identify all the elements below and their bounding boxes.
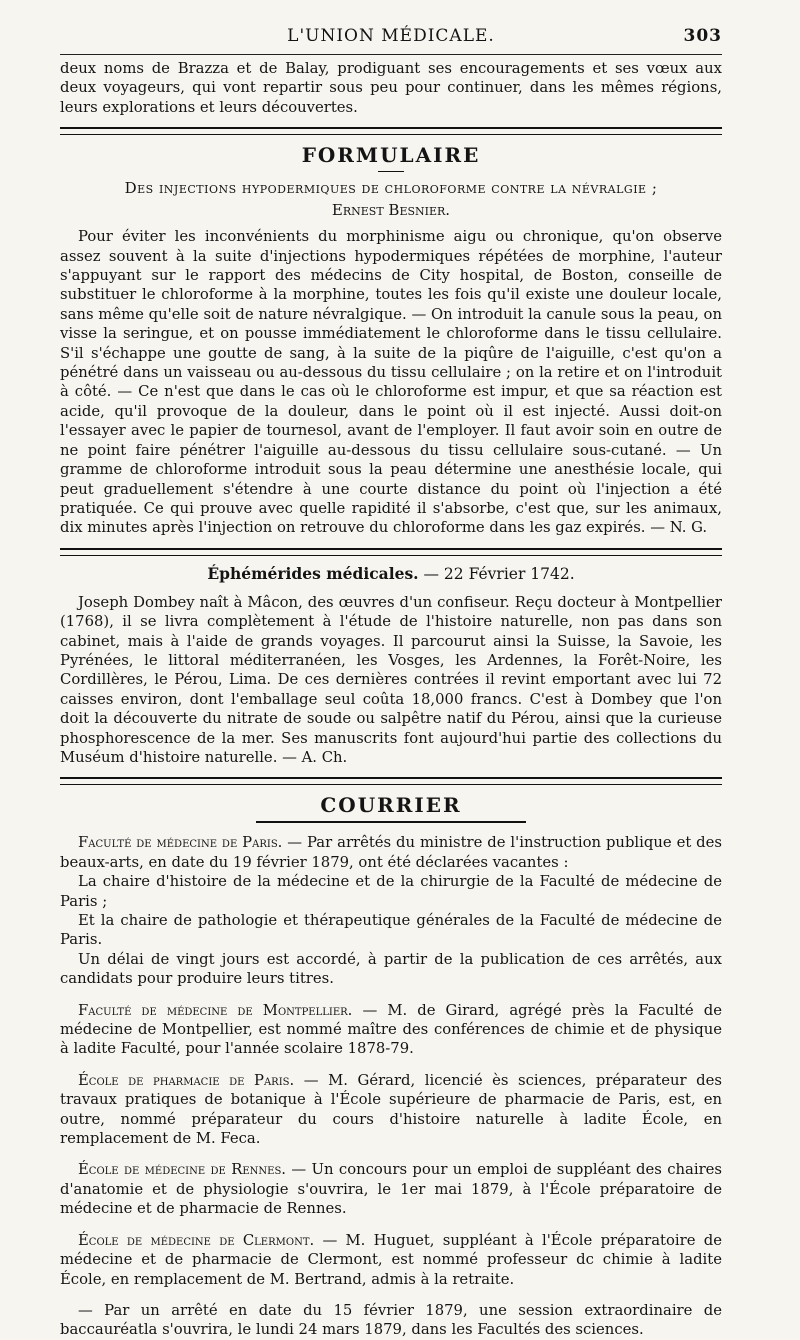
- courrier-item-text: — M. de Girard, agrégé près la Faculté de médecine de Montpellier, est nommé maître des conférences de chimie et de physique à ladite Faculté, pour l'année scolaire 1878-79.: [60, 1001, 722, 1058]
- article-title: Des injections hypodermiques de chloroforme contre la névralgie ;: [124, 179, 658, 198]
- courrier-item-text: — M. Gérard, licencié ès sciences, préparateur des travaux pratiques de botanique à l'École supérieure de pharmacie de Paris, est, en outre, nommé préparateur du cours d'histoire naturelle à ladite École, en remplacement de M. Feca.: [60, 1071, 722, 1148]
- formulaire-body: Pour éviter les inconvénients du morphinisme aigu ou chronique, qu'on observe assez souvent à la suite d'injections hypodermiques répétées de morphine, l'auteur s'appuyant sur le rapport des médecins de City hospital, de Boston, conseille de substituer le chloroforme à la morphine, toutes les fois qu'il existe une douleur locale, sans même qu'elle soit de nature névralgique. — On introduit la canule sous la peau, on visse la seringue, et on pousse immédiatement le chloroforme dans le tissu cellulaire. S'il s'échappe une goutte de sang, à la suite de la piqûre de l'aiguille, c'est qu'on a pénétré dans un vaisseau ou au-dessous du tissu cellulaire ; on la retire et on l'introduit à côté. — Ce n'est que dans le cas où le chloroforme est impur, et que sa réaction est acide, qu'il provoque de la douleur, dans le point où il est injecté. Aussi doit-on l'essayer avec le papier de tournesol, avant de l'employer. Il faut avoir soin en outre de ne point faire pénétrer l'aiguille au-dessous du tissu cellulaire sous-cutané. — Un gramme de chloroforme introduit sous la peau détermine une anesthésie locale, qui peut graduellement s'étendre à une courte distance du point où l'injection a été pratiquée. Ce qui prouve avec quelle rapidité il s'absorbe, c'est que, sur les animaux, dix minutes après l'injection on retrouve du chloroforme dans les gaz expirés. — N. G.: [60, 228, 722, 537]
- courrier-item-label: École de médecine de Clermont.: [78, 1231, 315, 1249]
- formulaire-section: [60, 143, 722, 538]
- courrier-item-text: — Un concours pour un emploi de suppléant des chaires d'anatomie et de physiologie s'ouvrira, le 1er mai 1879, à l'École préparatoire de médecine et de pharmacie de Rennes.: [60, 1161, 723, 1218]
- section-divider: [60, 777, 722, 785]
- section-divider: [60, 548, 722, 556]
- courrier-item: [60, 1160, 722, 1218]
- courrier-item-text: — Par un arrêté en date du 15 février 1879, une session extraordinaire de baccauréatla s'ouvrira, le lundi 24 mars 1879, dans les Facultés des sciences.: [60, 1301, 722, 1339]
- journal-title: L'UNION MÉDICALE.: [287, 26, 495, 46]
- ephemerides-title: [60, 564, 722, 583]
- courrier-item-label: Faculté de médecine de Paris.: [78, 834, 283, 852]
- courrier-item-label: École de médecine de Rennes.: [78, 1161, 287, 1179]
- ephemerides-heading: Éphémérides médicales.: [207, 563, 419, 583]
- courrier-item-paragraph: [60, 833, 722, 872]
- courrier-item-text: — M. Huguet, suppléant à l'École préparatoire de médecine et de pharmacie de Clermont, est nommé professeur dc chimie à ladite École, en remplacement de M. Bertrand, admis à la retraite.: [60, 1231, 722, 1288]
- courrier-item: [60, 1071, 722, 1149]
- title-rule: [378, 171, 404, 172]
- courrier-item-paragraph: [60, 1071, 722, 1149]
- courrier-item-label: École de pharmacie de Paris.: [78, 1071, 295, 1089]
- courrier-item-text: — Par arrêtés du ministre de l'instruction publique et des beaux-arts, en date du 19 février 1879, ont été déclarées vacantes :: [60, 834, 723, 871]
- intro-paragraph: deux noms de Brazza et de Balay, prodiguant ses encouragements et ses vœux aux deux voyageurs, qui vont repartir sous peu pour continuer, dans les mêmes régions, leurs explorations et leurs découvertes.: [60, 60, 722, 116]
- header-rule: [60, 54, 722, 55]
- formulaire-heading: FORMULAIRE: [301, 143, 481, 168]
- ephemerides-date: — 22 Février 1742.: [418, 564, 575, 583]
- courrier-item-paragraph: [60, 1160, 722, 1218]
- section-divider: [60, 127, 722, 135]
- courrier-item-paragraph: [60, 1231, 722, 1289]
- courrier-item-extra: La chaire d'histoire de la médecine et de la chirurgie de la Faculté de médecine de Paris ;: [60, 873, 722, 910]
- article-author: Ernest Besnier.: [331, 201, 451, 220]
- courrier-item-label: Faculté de médecine de Montpellier.: [78, 1001, 353, 1019]
- courrier-item: [60, 1001, 722, 1059]
- courrier-item: [60, 1231, 722, 1289]
- courrier-item-paragraph: [60, 1001, 722, 1059]
- courrier-item-extra: Un délai de vingt jours est accordé, à partir de la publication de ces arrêtés, aux candidats pour produire leurs titres.: [60, 950, 722, 988]
- courrier-section: [60, 793, 722, 1339]
- page-number: 303: [683, 26, 722, 46]
- courrier-heading: COURRIER: [320, 793, 462, 818]
- running-header: [60, 26, 722, 52]
- ephemerides-body: Joseph Dombey naît à Mâcon, des œuvres d'un confiseur. Reçu docteur à Montpellier (1768), il se livra complètement à l'étude de l'histoire naturelle, non pas dans son cabinet, mais à l'aide de grands voyages. Il parcourut ainsi la Suisse, la Savoie, les Pyrénées, le littoral méditerranéen, les Vosges, les Ardennes, la Forêt-Noire, les Cordillères, le Pérou, Lima. De ces dernières contrées il revint emportant avec lui 72 caisses environ, dont l'emballage seul coûta 18,000 francs. C'est à Dombey que l'on doit la découverte du nitrate de soude ou salpêtre natif du Pérou, ainsi que la curieuse phosphorescence de la mer. Ses manuscrits font aujourd'hui partie des collections du Muséum d'histoire naturelle. — A. Ch.: [60, 593, 722, 766]
- courrier-item-extra: Et la chaire de pathologie et thérapeutique générales de la Faculté de médecine de Paris.: [60, 912, 722, 949]
- courrier-item: [60, 833, 722, 988]
- courrier-rule: [256, 821, 526, 823]
- ephemerides-section: [60, 564, 722, 768]
